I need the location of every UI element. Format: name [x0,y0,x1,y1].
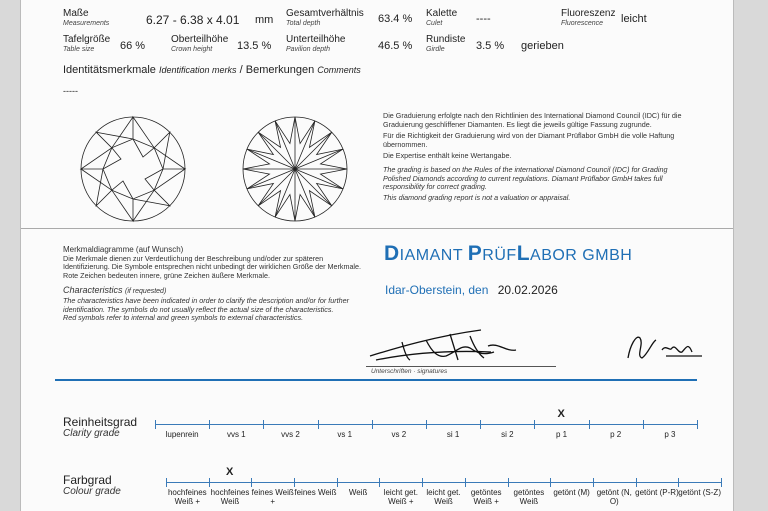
diagram-p3: The characteristics have been indicated in order to clarify the description and/or for further identification. The symbols do not usually reflect the actual size of the characteristics. [63,295,350,314]
clarity-grade-label: si 1 [446,430,460,439]
value-unterteil: 46.5 % [378,40,413,52]
color-grade-label: getöntes Weiß + [470,488,502,506]
unit-masse: mm [255,14,274,26]
certificate-sheet [20,0,734,511]
color-label-en: Colour grade [63,486,121,497]
color-tick [209,478,210,487]
comments-de: Bemerkungen [245,64,315,76]
color-grade-label: feines Weiß [294,488,337,497]
color-label: Farbgrad [63,473,112,487]
identity-heading [63,64,361,76]
clarity-grade-label: p 1 [555,430,568,439]
clarity-grade-label: vvs 1 [226,430,246,439]
color-tick [166,478,167,487]
color-grade-label: hochfeines Weiß [210,488,250,506]
color-grade-label: getönt (S-Z) [678,488,721,497]
color-tick [508,478,509,487]
clarity-tick [209,420,210,429]
color-scale-line [166,482,721,483]
label-fluor: Fluoreszenz [561,8,616,19]
label-oberteil-en: Crown height [171,46,213,53]
color-tick [251,478,252,487]
value-fluor: leicht [621,13,647,25]
grading-statement [383,112,683,202]
label-unterteil-en: Pavilion depth [286,46,330,53]
color-grade-label: getöntes Weiß [513,488,545,506]
clarity-grade-label: p 2 [610,430,622,439]
clarity-tick [426,420,427,429]
clarity-tick [697,420,698,429]
clarity-grade-label: vs 1 [337,430,353,439]
diagram-p4: Red symbols refer to internal and green symbols to external characteristics. [63,313,304,323]
clarity-label: Reinheitsgrad [63,415,138,429]
statement-p3: Die Expertise enthält keine Wertangabe. [383,151,512,161]
statement-p2: Für die Richtigkeit der Graduierung wird von der Diamant Prüflabor GmbH die volle Haftung übernommen. [383,131,675,149]
clarity-tick [589,420,590,429]
label-oberteil: Oberteilhöhe [171,34,229,45]
clarity-grade-label: lupenrein [165,430,199,439]
color-tick [678,478,679,487]
color-grade-label: getönt (M) [553,488,590,497]
label-gesamt-en: Total depth [286,20,321,27]
pavilion-diagram [241,115,349,223]
lab-name: DIAMANT PRÜFLABOR GMBH [384,242,633,265]
signature-caption: Unterschriften · signatures [371,368,448,375]
clarity-grade-label: p 3 [664,430,676,439]
clarity-tick [372,420,373,429]
label-rundiste-en: Girdle [426,46,445,53]
color-grade-label: leicht get. Weiß [426,488,461,506]
clarity-tick [534,420,535,429]
clarity-grade-label: vs 2 [391,430,407,439]
clarity-selected-mark: X [557,408,565,420]
statement-p4: The grading is based on the Rules of the international Diamond Council (IDC) for Grading Polished Diamonds according to current regulations. Diamant Prüflabor GmbH takes full responsibility for correct grading. [383,164,668,192]
value-oberteil: 13.5 % [237,40,272,52]
clarity-tick [480,420,481,429]
place-text: Idar-Oberstein, den [385,283,489,297]
diagram-title: Merkmaldiagramme (auf Wunsch) [63,245,184,254]
statement-p1: Die Graduierung erfolgte nach den Richtlinien des International Diamond Council (IDC) für die Graduierung geschliffener Diamanten. Es liegt die jeweils gültige Fassung zugrunde. [383,111,682,129]
label-rundiste: Rundiste [426,34,466,45]
color-tick [337,478,338,487]
statement-p5: This diamond grading report is not a valuation or appraisal. [383,192,571,202]
color-tick [294,478,295,487]
color-tick [636,478,637,487]
color-tick [721,478,722,487]
diagram-explanation [63,246,363,323]
diagram-title-en-sub: (if requested) [125,288,167,296]
color-grade-label: feines Weiß + [251,488,294,506]
identity-en: Identification merks [159,65,237,75]
label-unterteil: Unterteilhöhe [286,34,346,45]
color-tick [550,478,551,487]
label-kalette-en: Culet [426,20,443,27]
value-tafel: 66 % [120,40,146,52]
clarity-tick [155,420,156,429]
color-grade-label: leicht get. Weiß + [383,488,418,506]
color-grade-label: getönt (P-R) [635,488,679,497]
signature-line [366,366,556,367]
color-tick [593,478,594,487]
label-kalette: Kalette [426,8,458,19]
clarity-label-en: Clarity grade [63,428,120,439]
value-masse: 6.27 - 6.38 x 4.01 [146,13,240,27]
diagram-title-en: Characteristics [63,285,123,296]
value-rundiste-finish: gerieben [521,40,564,52]
color-grade-label: hochfeines Weiß + [167,488,207,506]
value-gesamt: 63.4 % [378,13,413,25]
color-tick [465,478,466,487]
clarity-tick [263,420,264,429]
label-tafel-en: Table size [63,46,95,53]
crown-diagram [79,115,187,223]
clarity-tick [643,420,644,429]
label-fluor-en: Fluorescence [561,20,604,27]
clarity-tick [318,420,319,429]
identity-de: Identitätsmerkmale [63,64,156,76]
diagram-p2: Rote Zeichen bedeuten innere, grüne Zeichen äußere Merkmale. [63,270,270,280]
color-tick [379,478,380,487]
label-masse-en: Measurements [63,20,110,27]
value-rundiste: 3.5 % [476,40,505,52]
color-tick [422,478,423,487]
identity-value: ----- [63,86,78,96]
color-grade-label: getönt (N, O) [596,488,632,506]
issue-date: 20.02.2026 [497,283,558,297]
signature-graphic [366,322,706,367]
color-grade-label: Weiß [348,488,368,497]
section-divider [55,379,697,381]
issue-place [385,283,558,297]
fold-line [21,228,733,229]
identity-sep: / [239,64,243,76]
comments-en: Comments [317,65,361,75]
clarity-grade-label: si 2 [501,430,514,439]
label-tafel: Tafelgröße [63,34,111,45]
clarity-grade-label: vvs 2 [281,430,300,439]
diagram-p1: Die Merkmale dienen zur Verdeutlichung der Beschreibung und/oder zur späteren Identifizierung. Die Symbole entsprechen nicht unbedingt der wirklichen Größe der Merkmale. [63,253,362,272]
color-selected-mark: X [226,466,234,478]
value-kalette: ---- [476,13,491,25]
label-gesamt: Gesamtverhältnis [286,8,364,19]
label-masse: Maße [63,8,89,19]
